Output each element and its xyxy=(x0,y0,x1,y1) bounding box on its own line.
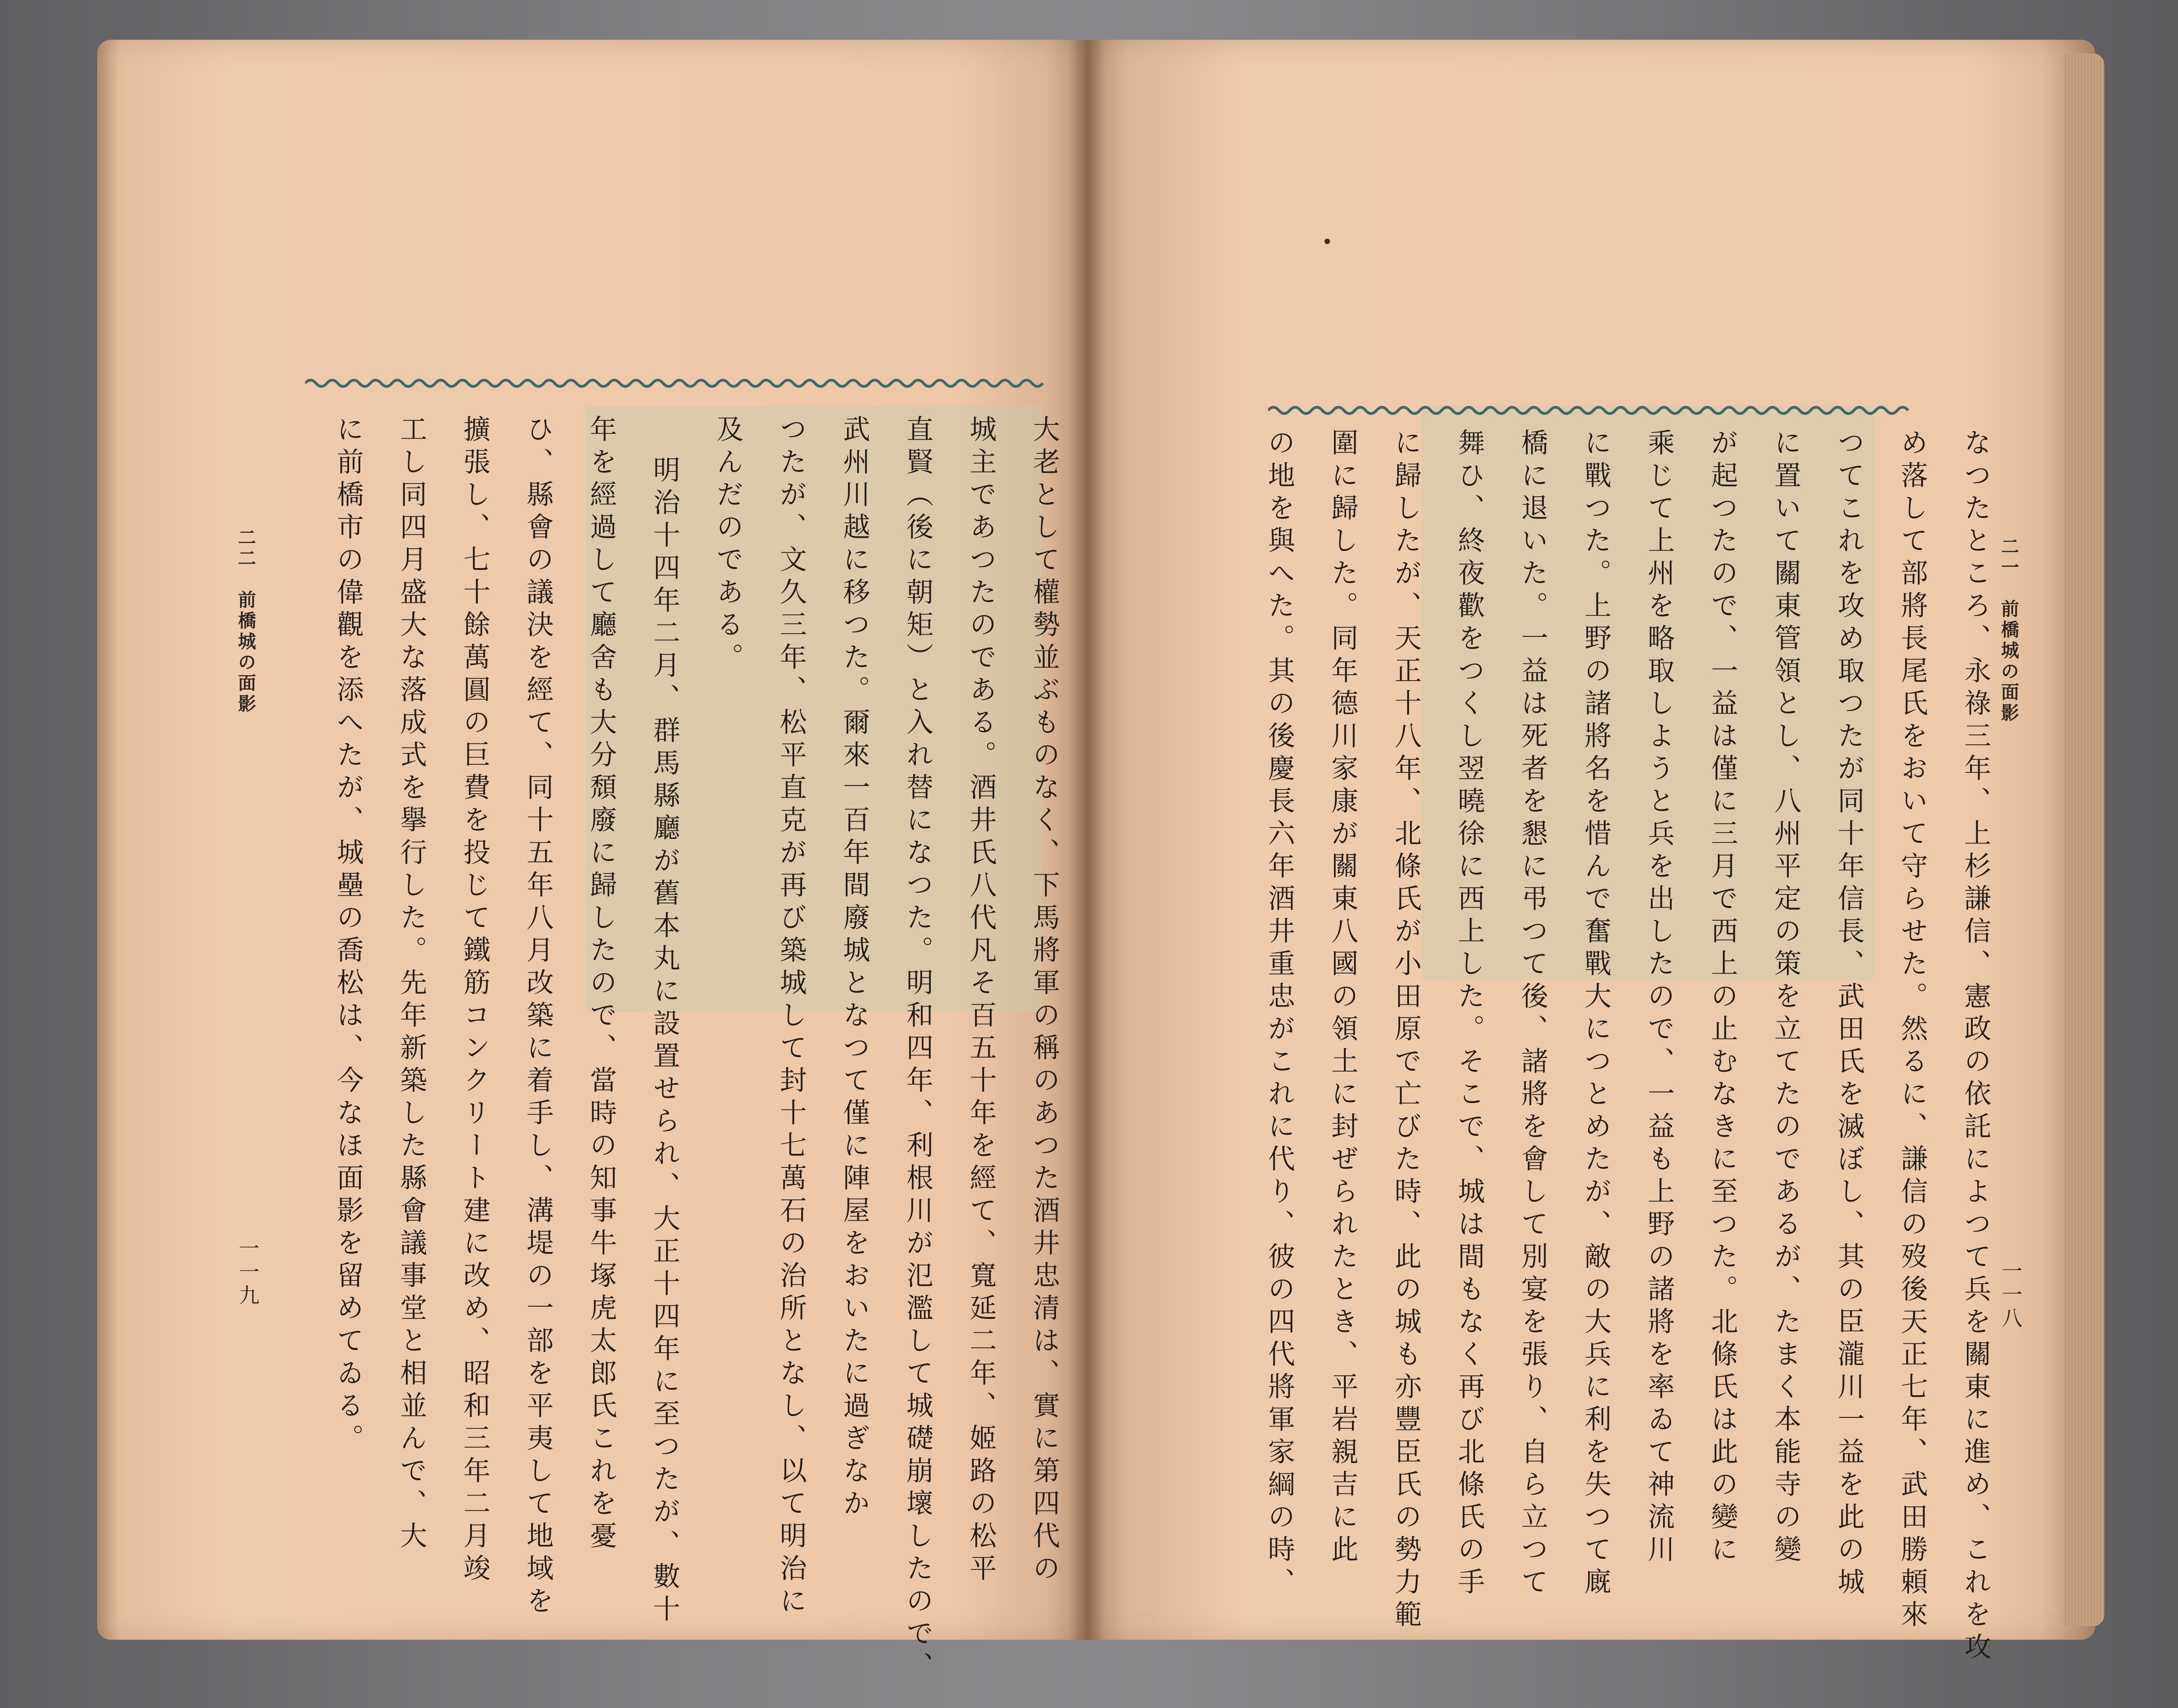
text-column: なつたところ、永祿三年、上杉謙信、憲政の依託によつて兵を關東に進め、これを攻 xyxy=(1960,428,1991,1665)
text-column: 年を經過して廳舍も大分頹廢に歸したので、當時の知事牛塚虎太郎氏これを憂 xyxy=(585,415,617,1554)
running-header-number: 二一 xyxy=(1998,537,2019,579)
paper-speck xyxy=(1325,239,1330,244)
running-header xyxy=(233,528,259,715)
text-column: 武州川越に移つた。爾來一百年間廢城となつて僅に陣屋をおいたに過ぎなか xyxy=(839,415,870,1521)
text-column: 及んだのである。 xyxy=(712,415,744,675)
text-column: 橋に退いた。一益は死者を懇に弔つて後、諸將を會して別宴を張り、自ら立つて xyxy=(1517,428,1548,1600)
open-book xyxy=(97,40,2095,1684)
book-gutter xyxy=(1069,40,1105,1640)
text-column: 工し同四月盛大な落成式を擧行した。先年新築した縣會議事堂と相並んで、大 xyxy=(396,415,427,1554)
running-header-number: 二二 xyxy=(235,528,256,569)
text-column: に歸したが、天正十八年、北條氏が小田原で亡びた時、此の城も亦豐臣氏の勢力範 xyxy=(1390,428,1422,1633)
text-column: つたが、文久三年、松平直克が再び築城して封十七萬石の治所となし、以て明治に xyxy=(775,415,807,1619)
left-page xyxy=(97,40,1087,1684)
running-header xyxy=(1996,537,2022,724)
running-header-title: 前橋城の面影 xyxy=(235,590,256,715)
right-page-text xyxy=(1209,428,1996,1665)
text-column: 乘じて上州を略取しようと兵を出したので、一益も上野の諸將を率ゐて神流川 xyxy=(1643,428,1675,1567)
text-column: め落して部將長尾氏をおいて守らせた。然るに、謙信の歿後天正七年、武田勝頼來 xyxy=(1896,428,1928,1633)
running-header-title: 前橋城の面影 xyxy=(1998,599,2019,724)
page-number: 一一八 xyxy=(1999,1260,2023,1331)
text-column: 直賢（後に朝矩）と入れ替になつた。明和四年、利根川が氾濫して城礎崩壞したので、 xyxy=(902,415,933,1684)
text-column: 圍に歸した。同年德川家康が關東八國の領土に封ぜられたとき、平岩親吉に此 xyxy=(1327,428,1358,1567)
text-column: ひ、縣會の議決を經て、同十五年八月改築に着手し、溝堤の一部を平夷して地域を xyxy=(522,415,554,1619)
left-page-header-rule xyxy=(305,374,1047,392)
text-column: 明治十四年二月、群馬縣廳が舊本丸に設置せられ、大正十四年に至つたが、數十 xyxy=(649,456,680,1627)
right-page-header-rule xyxy=(1268,401,1914,419)
text-column: つてこれを攻め取つたが同十年信長、武田氏を滅ぼし、其の臣瀧川一益を此の城 xyxy=(1833,428,1865,1600)
page-number: 一一九 xyxy=(236,1237,260,1308)
text-column: に前橋市の偉觀を添へたが、城壘の喬松は、今なほ面影を留めてゐる。 xyxy=(332,415,364,1456)
text-column: 舞ひ、終夜歡をつくし翌曉徐に西上した。そこで、城は間もなく再び北條氏の手 xyxy=(1453,428,1485,1600)
text-column: に戰つた。上野の諸將名を惜んで奮戰大につとめたが、敵の大兵に利を失つて廐 xyxy=(1580,428,1612,1600)
page-block-edge xyxy=(2064,53,2104,1626)
right-page xyxy=(1087,40,2095,1665)
text-column: に置いて關東管領とし、八州平定の策を立てたのであるが、たまく本能寺の變 xyxy=(1770,428,1801,1567)
text-column: 擴張し、七十餘萬圓の巨費を投じて鐵筋コンクリート建に改め、昭和三年二月竣 xyxy=(459,415,490,1586)
text-column: 大老として權勢並ぶものなく、下馬將軍の稱のあつた酒井忠清は、實に第四代の xyxy=(1028,415,1060,1586)
text-column: の地を與へた。其の後慶長六年酒井重忠がこれに代り、彼の四代將軍家綱の時、 xyxy=(1263,428,1295,1600)
left-page-text xyxy=(278,415,1065,1684)
text-column: 城主であつたのである。酒井氏八代凡そ百五十年を經て、寬延二年、姬路の松平 xyxy=(965,415,997,1586)
text-column: が起つたので、一益は僅に三月で西上の止むなきに至つた。北條氏は此の變に xyxy=(1707,428,1738,1567)
